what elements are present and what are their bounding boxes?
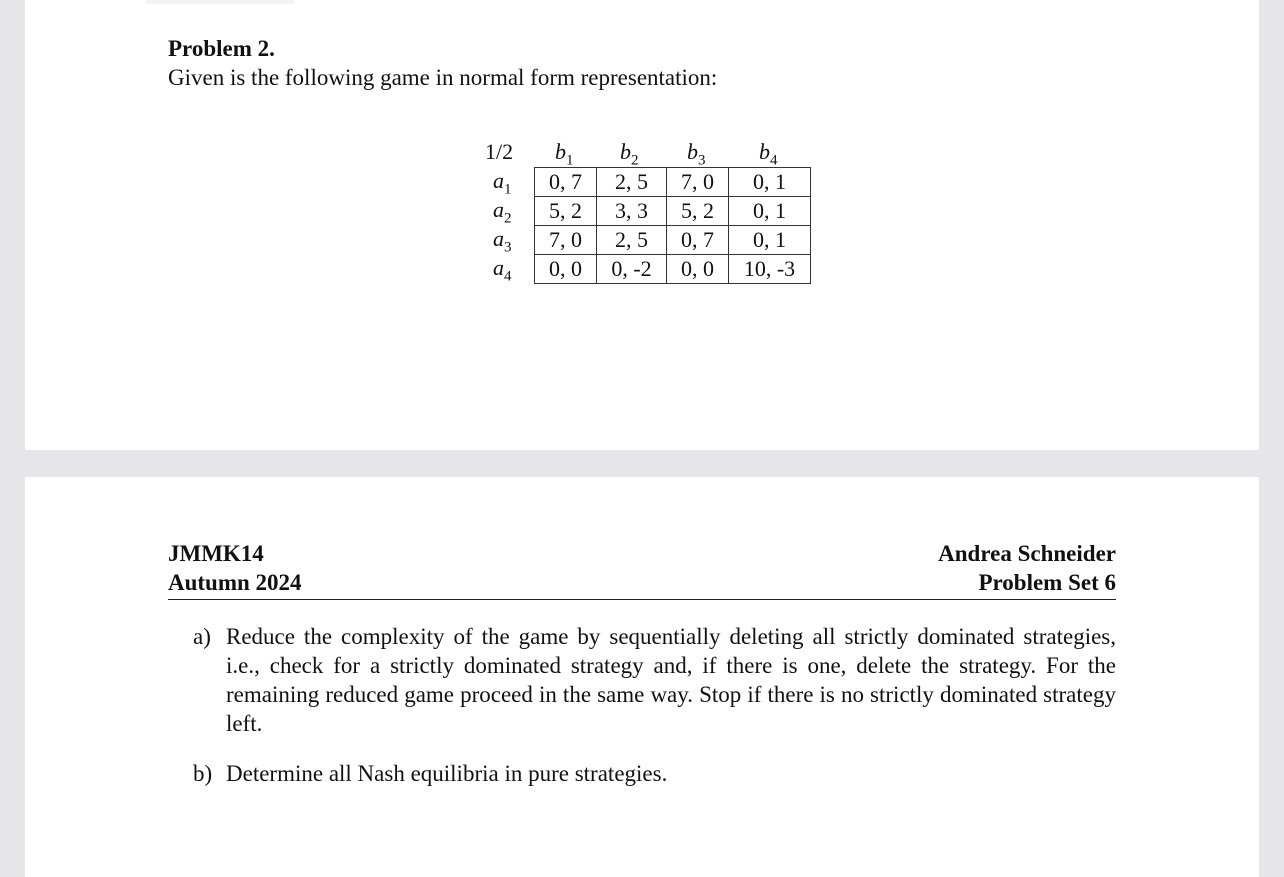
problem-title: Problem 2. — [168, 36, 275, 61]
row-header-a4: $a_4$ — [493, 255, 512, 285]
payoff-cell: 7, 0 — [667, 168, 729, 197]
payoff-cell: 0, 1 — [729, 197, 811, 226]
table-corner: 1/2 — [485, 139, 514, 164]
col-header-b1: $b_1$ — [555, 139, 574, 169]
row-header-a1: $a_1$ — [493, 168, 512, 198]
course-code: JMMK14 — [168, 541, 264, 566]
payoff-cell: 7, 0 — [535, 226, 597, 255]
author: Andrea Schneider — [938, 541, 1116, 566]
header-rule — [168, 599, 1116, 600]
payoff-cell: 2, 5 — [597, 168, 667, 197]
term: Autumn 2024 — [168, 570, 302, 595]
table-row — [535, 168, 811, 197]
payoff-cell: 2, 5 — [597, 226, 667, 255]
payoff-cell: 0, 7 — [667, 226, 729, 255]
task-text: Determine all Nash equilibria in pure strategies. — [226, 761, 668, 786]
toolbar-stub — [145, 0, 295, 4]
problem-set: Problem Set 6 — [978, 570, 1116, 595]
col-header-b2: $b_2$ — [620, 139, 639, 169]
row-header-a3: $a_3$ — [493, 226, 512, 256]
payoff-cell: 5, 2 — [667, 197, 729, 226]
task-text: Reduce the complexity of the game by sequentially deleting all strictly dominated strategies, i.e., check for a strictly dominated strategy and, if there is one, delete the strategy. For the remaining reduced game proceed in the same way. Stop if there is no strictly dominated strategy left. — [226, 624, 1116, 736]
payoff-cell: 3, 3 — [597, 197, 667, 226]
payoff-table — [534, 167, 811, 284]
row-header-a2: $a_2$ — [493, 197, 512, 227]
payoff-cell: 0, -2 — [597, 255, 667, 284]
payoff-cell: 0, 0 — [667, 255, 729, 284]
task-label: a) — [193, 624, 211, 649]
payoff-cell: 10, -3 — [729, 255, 811, 284]
problem-intro: Given is the following game in normal form representation: — [168, 65, 718, 90]
payoff-cell: 0, 1 — [729, 168, 811, 197]
document-page-1 — [25, 0, 1259, 450]
payoff-cell: 0, 1 — [729, 226, 811, 255]
payoff-cell: 0, 7 — [535, 168, 597, 197]
col-header-b3: $b_3$ — [687, 139, 706, 169]
table-row — [535, 197, 811, 226]
table-row — [535, 255, 811, 284]
document-page-2 — [25, 477, 1259, 877]
table-row — [535, 226, 811, 255]
payoff-cell: 5, 2 — [535, 197, 597, 226]
task-label: b) — [193, 761, 213, 786]
col-header-b4: $b_4$ — [759, 139, 778, 169]
payoff-cell: 0, 0 — [535, 255, 597, 284]
